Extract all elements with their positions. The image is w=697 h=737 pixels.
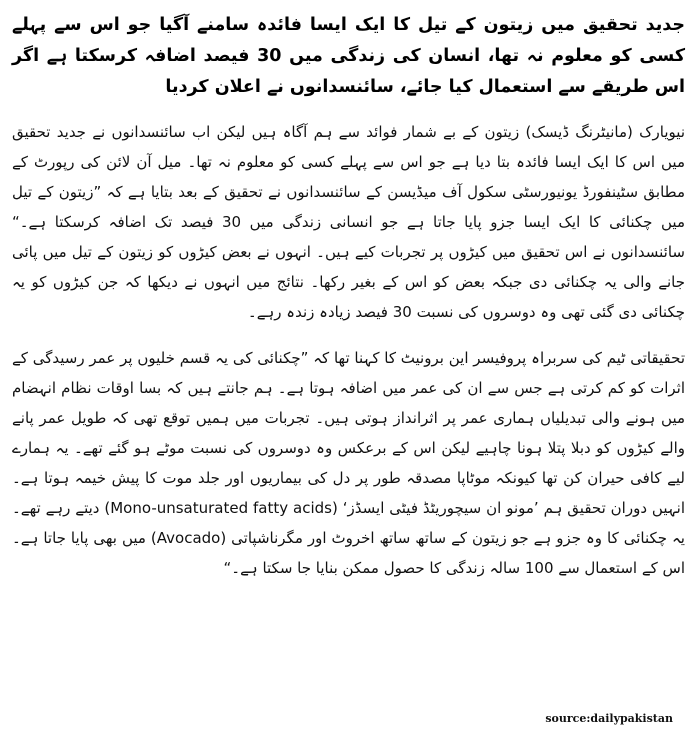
article-headline: جدید تحقیق میں زیتون کے تیل کا ایک ایسا فائدہ سامنے آگیا جو اس سے پہلے کسی کو معلوم نہ تھا، انسان کی زندگی میں 30 فیصد اضافہ کرسکتا ہے اگر اس طریقے سے استعمال کیا جائے، سائنسدانوں نے اعلان کردیا <box>12 15 686 97</box>
article-paragraph: تحقیقاتی ٹیم کی سربراہ پروفیسر این برونیٹ کا کہنا تھا کہ ”چکنائی کی یہ قسم خلیوں پر عمر رسیدگی کے اثرات کو کم کرتی ہے جس سے ان کی عمر میں اضافہ ہوتا ہے۔ ہم جانتے ہیں کہ بسا اوقات نظام انہضام میں ہونے والی تبدیلیاں ہماری عمر پر اثرانداز ہوتی ہیں۔ تجربات میں ہمیں توقع تھی کہ طویل عمر پانے والے کیڑوں کو دبلا پتلا ہونا چاہیے لیکن اس کے برعکس وہ دوسروں کی نسبت موٹے ہو گئے تھے۔ یہ ہمارے لیے کافی حیران کن تھا کیونکہ موٹاپا مصدقہ طور پر دل کی بیماریوں اور جلد موت کا پیش خیمہ ہوتا ہے۔ انہیں دوران تحقیق ہم ’مونو ان سیچوریٹڈ فیٹی ایسڈز‘ (Mono-unsaturated fatty acids) دیتے رہے تھے۔ یہ چکنائی کا وہ جزو ہے جو زیتون کے ساتھ ساتھ اخروٹ اور مگرناشپاتی (Avocado) میں بھی پایا جاتا ہے۔ اس کے استعمال سے 100 سالہ زندگی کا حصول ممکن بنایا جا سکتا ہے۔“ <box>12 349 685 577</box>
source-credit: source:dailypakistan <box>545 712 673 725</box>
article-paragraph: نیویارک (مانیٹرنگ ڈیسک) زیتون کے بے شمار فوائد سے ہم آگاہ ہیں لیکن اب سائنسدانوں نے جدید تحقیق میں اس کا ایک ایسا فائدہ بتا دیا ہے جو اس سے پہلے کسی کو معلوم نہ تھا۔ میل آن لائن کی رپورٹ کے مطابق سٹینفورڈ یونیورسٹی سکول آف میڈیسن کے سائنسدانوں نے تحقیق کے بعد بتایا ہے کہ ”زیتون کے تیل میں چکنائی کا ایک ایسا جزو پایا جاتا ہے جو انسانی زندگی میں 30 فیصد تک اضافہ کرسکتا ہے۔“ سائنسدانوں نے اس تحقیق میں کیڑوں پر تجربات کیے ہیں۔ انہوں نے بعض کیڑوں کو زیتون کے تیل میں پائی جانے والی یہ چکنائی دی جبکہ بعض کو اس کے بغیر رکھا۔ نتائج میں انہوں نے دیکھا کہ جن کیڑوں کو یہ چکنائی دی گئی تھی وہ دوسروں کی نسبت 30 فیصد زیادہ زندہ رہے۔ <box>12 123 685 321</box>
